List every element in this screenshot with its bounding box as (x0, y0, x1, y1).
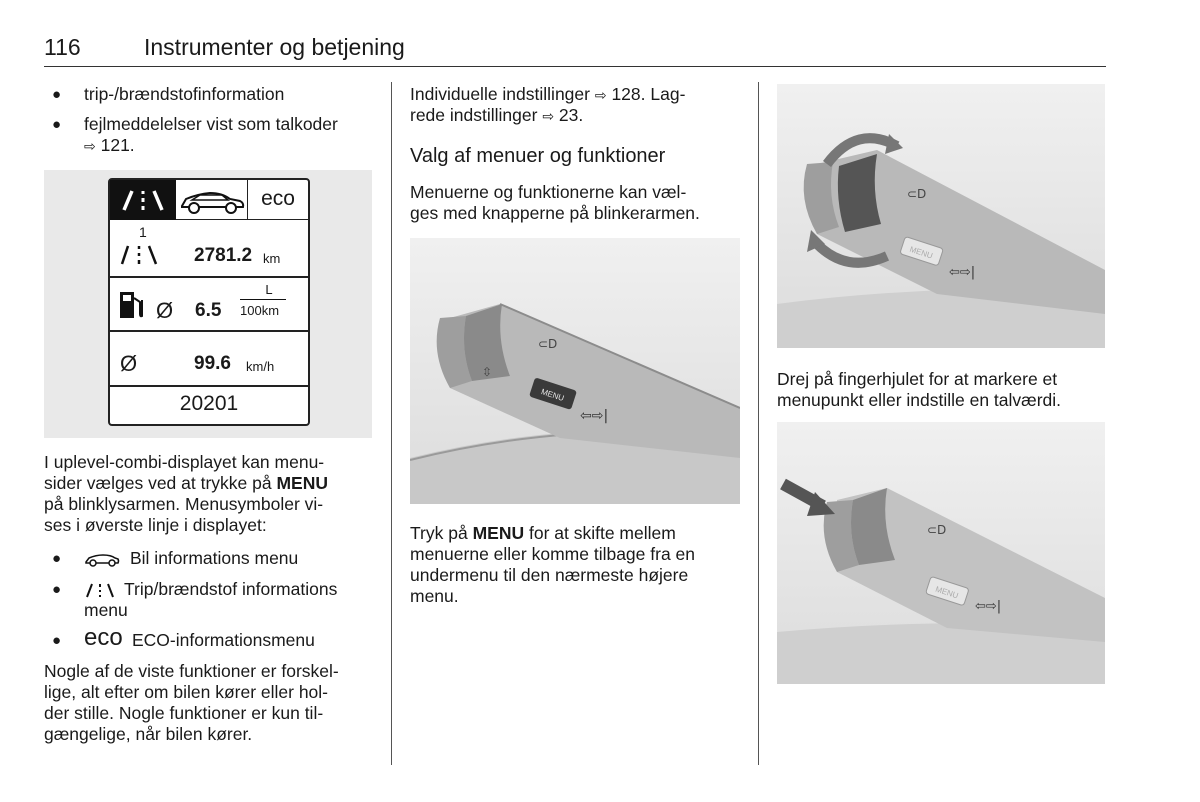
page-title: Instrumenter og betjening (144, 34, 405, 60)
tab-trip-active (110, 180, 176, 220)
fuel-value: 6.5 (195, 300, 222, 321)
reference-arrow-icon: ⇨ (84, 138, 96, 154)
page-reference (84, 135, 135, 157)
trip-index: 1 (139, 224, 147, 240)
page-number: 116 (44, 34, 81, 60)
svg-text:⇦⇨|: ⇦⇨| (949, 265, 976, 280)
display-divider (110, 385, 308, 387)
reference-text: rede indstillinger (410, 105, 538, 125)
reference-arrow-icon: ⇨ (542, 108, 555, 124)
paragraph-line: ges med knapperne på blinkerarmen. (410, 203, 700, 223)
reference-line (410, 105, 583, 127)
paragraph-line: på blinklysarmen. Menusymboler vi- (44, 494, 324, 514)
bullet-icon: ● (52, 86, 62, 103)
menu-button-label: MENU (539, 387, 566, 403)
car-icon (176, 180, 248, 220)
menu-button-label: MENU (934, 584, 960, 601)
reference-page: 121. (100, 135, 135, 155)
section-heading: Valg af menuer og funktioner (410, 145, 666, 167)
paragraph-line (44, 473, 328, 494)
reference-page: 23. (558, 105, 584, 125)
trip-road-small-icon (118, 240, 162, 271)
stalk-menu-button-illustration (410, 238, 740, 504)
paragraph-line: der stille. Nogle funktioner er kun til- (44, 703, 324, 723)
header-divider (44, 66, 1106, 67)
caption-line: menu. (410, 586, 459, 606)
svg-text:⊂D: ⊂D (538, 337, 558, 351)
column-divider-1 (391, 82, 392, 765)
menu-item-trip-fuel-cont: menu (84, 600, 128, 620)
bullet-trip-info: trip-/brændstofinformation (84, 84, 285, 104)
car-icon (84, 550, 120, 573)
paragraph-line: Menuerne og funktionerne kan væl- (410, 182, 687, 202)
reference-arrow-icon: ⇨ (594, 87, 607, 103)
menu-item-car-info: Bil informations menu (130, 548, 299, 568)
bullet-icon: ● (52, 581, 62, 598)
svg-text:⊂D: ⊂D (927, 523, 947, 537)
average-symbol: Ø (156, 298, 174, 323)
paragraph-line: Nogle af de viste funktioner er forskel- (44, 661, 339, 681)
display-divider (110, 276, 308, 278)
svg-text:⊂D: ⊂D (907, 187, 927, 201)
tab-car (176, 180, 248, 220)
fuel-unit-top: L (265, 282, 273, 297)
column-divider-2 (758, 82, 759, 765)
fuel-unit-bottom: 100km (240, 303, 280, 318)
svg-text:⇦⇨|: ⇦⇨| (580, 408, 609, 424)
fuel-unit-fraction-line (240, 299, 286, 300)
odometer-value: 20201 (179, 392, 239, 415)
menu-item-trip-fuel: Trip/brændstof informations (124, 579, 338, 599)
paragraph-line: lige, alt efter om bilen kører eller hol- (44, 682, 328, 702)
distance-value: 2781.2 (194, 245, 253, 266)
svg-text:⇦⇨|: ⇦⇨| (975, 599, 1002, 614)
paragraph-text: sider vælges ved at trykke på (44, 473, 272, 493)
paragraph-line: I uplevel-combi-displayet kan menu- (44, 452, 325, 472)
trip-road-icon (110, 180, 176, 220)
menu-button-label: MENU (908, 244, 934, 261)
reference-line (410, 84, 685, 106)
eco-icon: eco (84, 624, 123, 651)
bullet-icon: ● (52, 632, 62, 649)
stalk-thumbwheel-illustration (777, 84, 1105, 348)
svg-text:⇳: ⇳ (482, 365, 493, 379)
caption-line: Drej på fingerhjulet for at markere et (777, 369, 1058, 389)
bullet-icon: ● (52, 550, 62, 567)
paragraph-line: gængelige, når bilen kører. (44, 724, 253, 744)
display-divider (110, 330, 308, 332)
menu-item-eco: ECO-informationsmenu (132, 630, 315, 650)
combi-display (108, 178, 310, 426)
speed-value: 99.6 (194, 353, 231, 374)
bullet-icon: ● (52, 116, 62, 133)
reference-text: Individuelle indstillinger (410, 84, 590, 104)
stalk-end-button-illustration (777, 422, 1105, 684)
distance-unit: km (263, 251, 281, 266)
menu-keyword: MENU (472, 523, 525, 543)
paragraph-line: ses i øverste linje i displayet: (44, 515, 267, 535)
caption-line: menupunkt eller indstille en talværdi. (777, 390, 1062, 410)
caption-text: Tryk på (410, 523, 468, 543)
caption-line (410, 523, 676, 544)
bullet-error-messages: fejlmeddelelser vist som talkoder (84, 114, 338, 134)
speed-unit: km/h (246, 359, 275, 374)
menu-keyword: MENU (276, 473, 329, 493)
caption-line: menuerne eller komme tilbage fra en (410, 544, 696, 564)
caption-text: for at skifte mellem (528, 523, 676, 543)
average-symbol: Ø (120, 351, 138, 376)
tab-eco: eco (248, 180, 308, 220)
fuel-pump-icon (118, 288, 146, 325)
reference-page: 128. Lag- (611, 84, 686, 104)
caption-line: undermenu til den nærmeste højere (410, 565, 689, 585)
